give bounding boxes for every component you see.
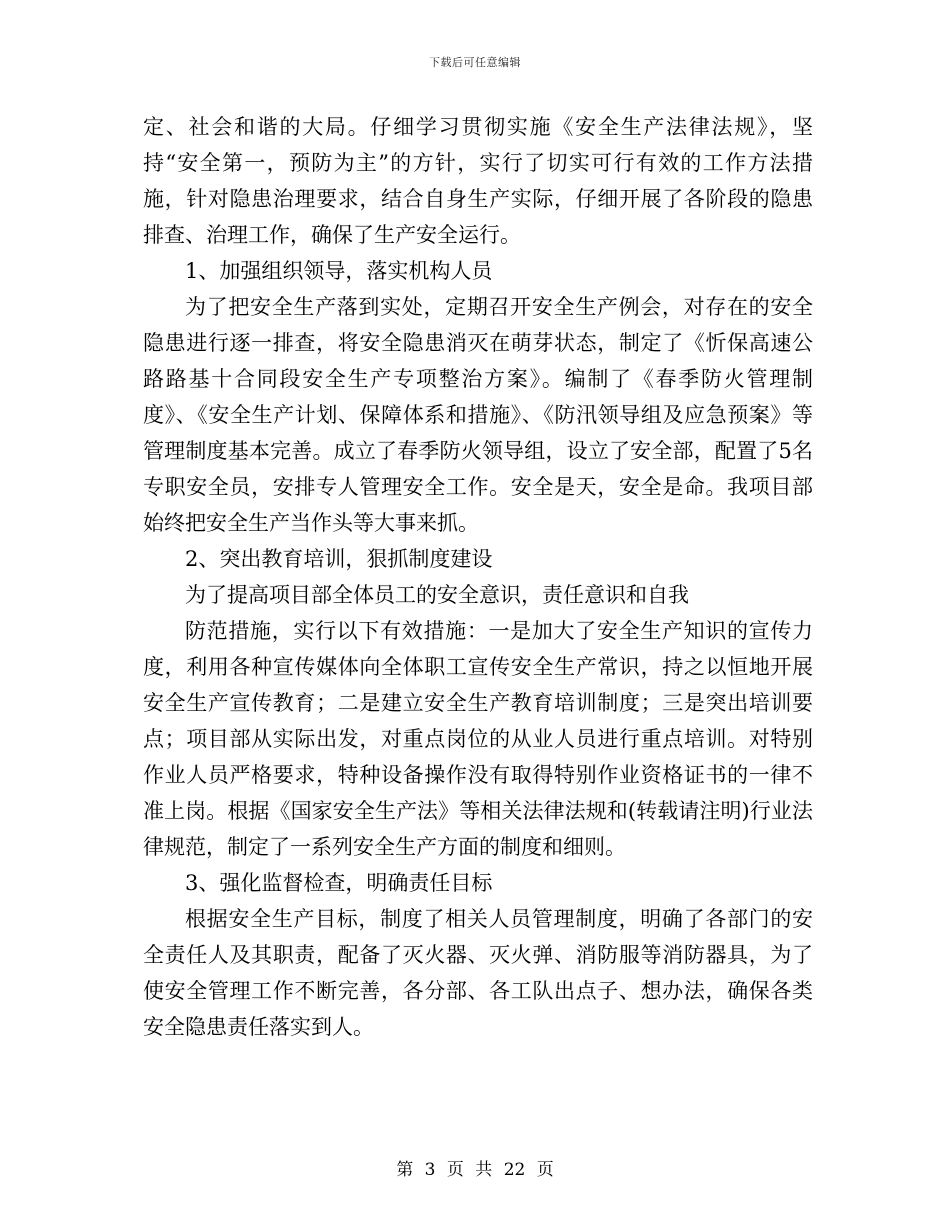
page-footer: 第 3 页 共 22 页 <box>396 1160 554 1180</box>
section-heading-1: 1、加强组织领导，落实机构人员 <box>185 259 493 283</box>
paragraph-section-3: 根据安全生产目标，制度了相关人员管理制度，明确了各部门的安全责任人及其职责，配备了灭火器、灭火弹、消防服等消防器具，为了使安全管理工作不断完善，各分部、各工队出点子、想办法，确保各类安全隐患责任落实到人。 <box>143 907 813 1039</box>
paragraph-section-1: 为了把安全生产落到实处，定期召开安全生产例会，对存在的安全隐患进行逐一排查，将安全隐患消灭在萌芽状态，制定了《忻保高速公路路基十合同段安全生产专项整治方案》。编制了《春季防火管理制度》、《安全生产计划、保障体系和措施》、《防汛领导组及应急预案》等管理制度基本完善。成立了春季防火领导组，设立了安全部，配置了5名专职安全员，安排专人管理安全工作。安全是天，安全是命。我项目部始终把安全生产当作头等大事来抓。 <box>143 295 813 535</box>
paragraph-section-2-body: 防范措施，实行以下有效措施：一是加大了安全生产知识的宣传力度，利用各种宣传媒体向全体职工宣传安全生产常识，持之以恒地开展安全生产宣传教育；二是建立安全生产教育培训制度；三是突出培训要点；项目部从实际出发，对重点岗位的从业人员进行重点培训。对特别作业人员严格要求，特种设备操作没有取得特别作业资格证书的一律不准上岗。根据《国家安全生产法》等相关法律法规和(转载请注明)行业法律规范，制定了一系列安全生产方面的制度和细则。 <box>143 619 813 859</box>
section-heading-2: 2、突出教育培训，狠抓制度建设 <box>185 547 493 571</box>
document-body <box>143 109 813 1045</box>
paragraph-section-2-intro: 为了提高项目部全体员工的安全意识，责任意识和自我 <box>185 583 689 607</box>
paragraph-continuation: 定、社会和谐的大局。仔细学习贯彻实施《安全生产法律法规》，坚持“安全第一，预防为主”的方针，实行了切实可行有效的工作方法措施，针对隐患治理要求，结合自身生产实际，仔细开展了各阶段的隐患排查、治理工作，确保了生产安全运行。 <box>143 115 813 247</box>
section-heading-3: 3、强化监督检查，明确责任目标 <box>185 871 493 895</box>
page-header: 下载后可任意编辑 <box>429 56 521 69</box>
